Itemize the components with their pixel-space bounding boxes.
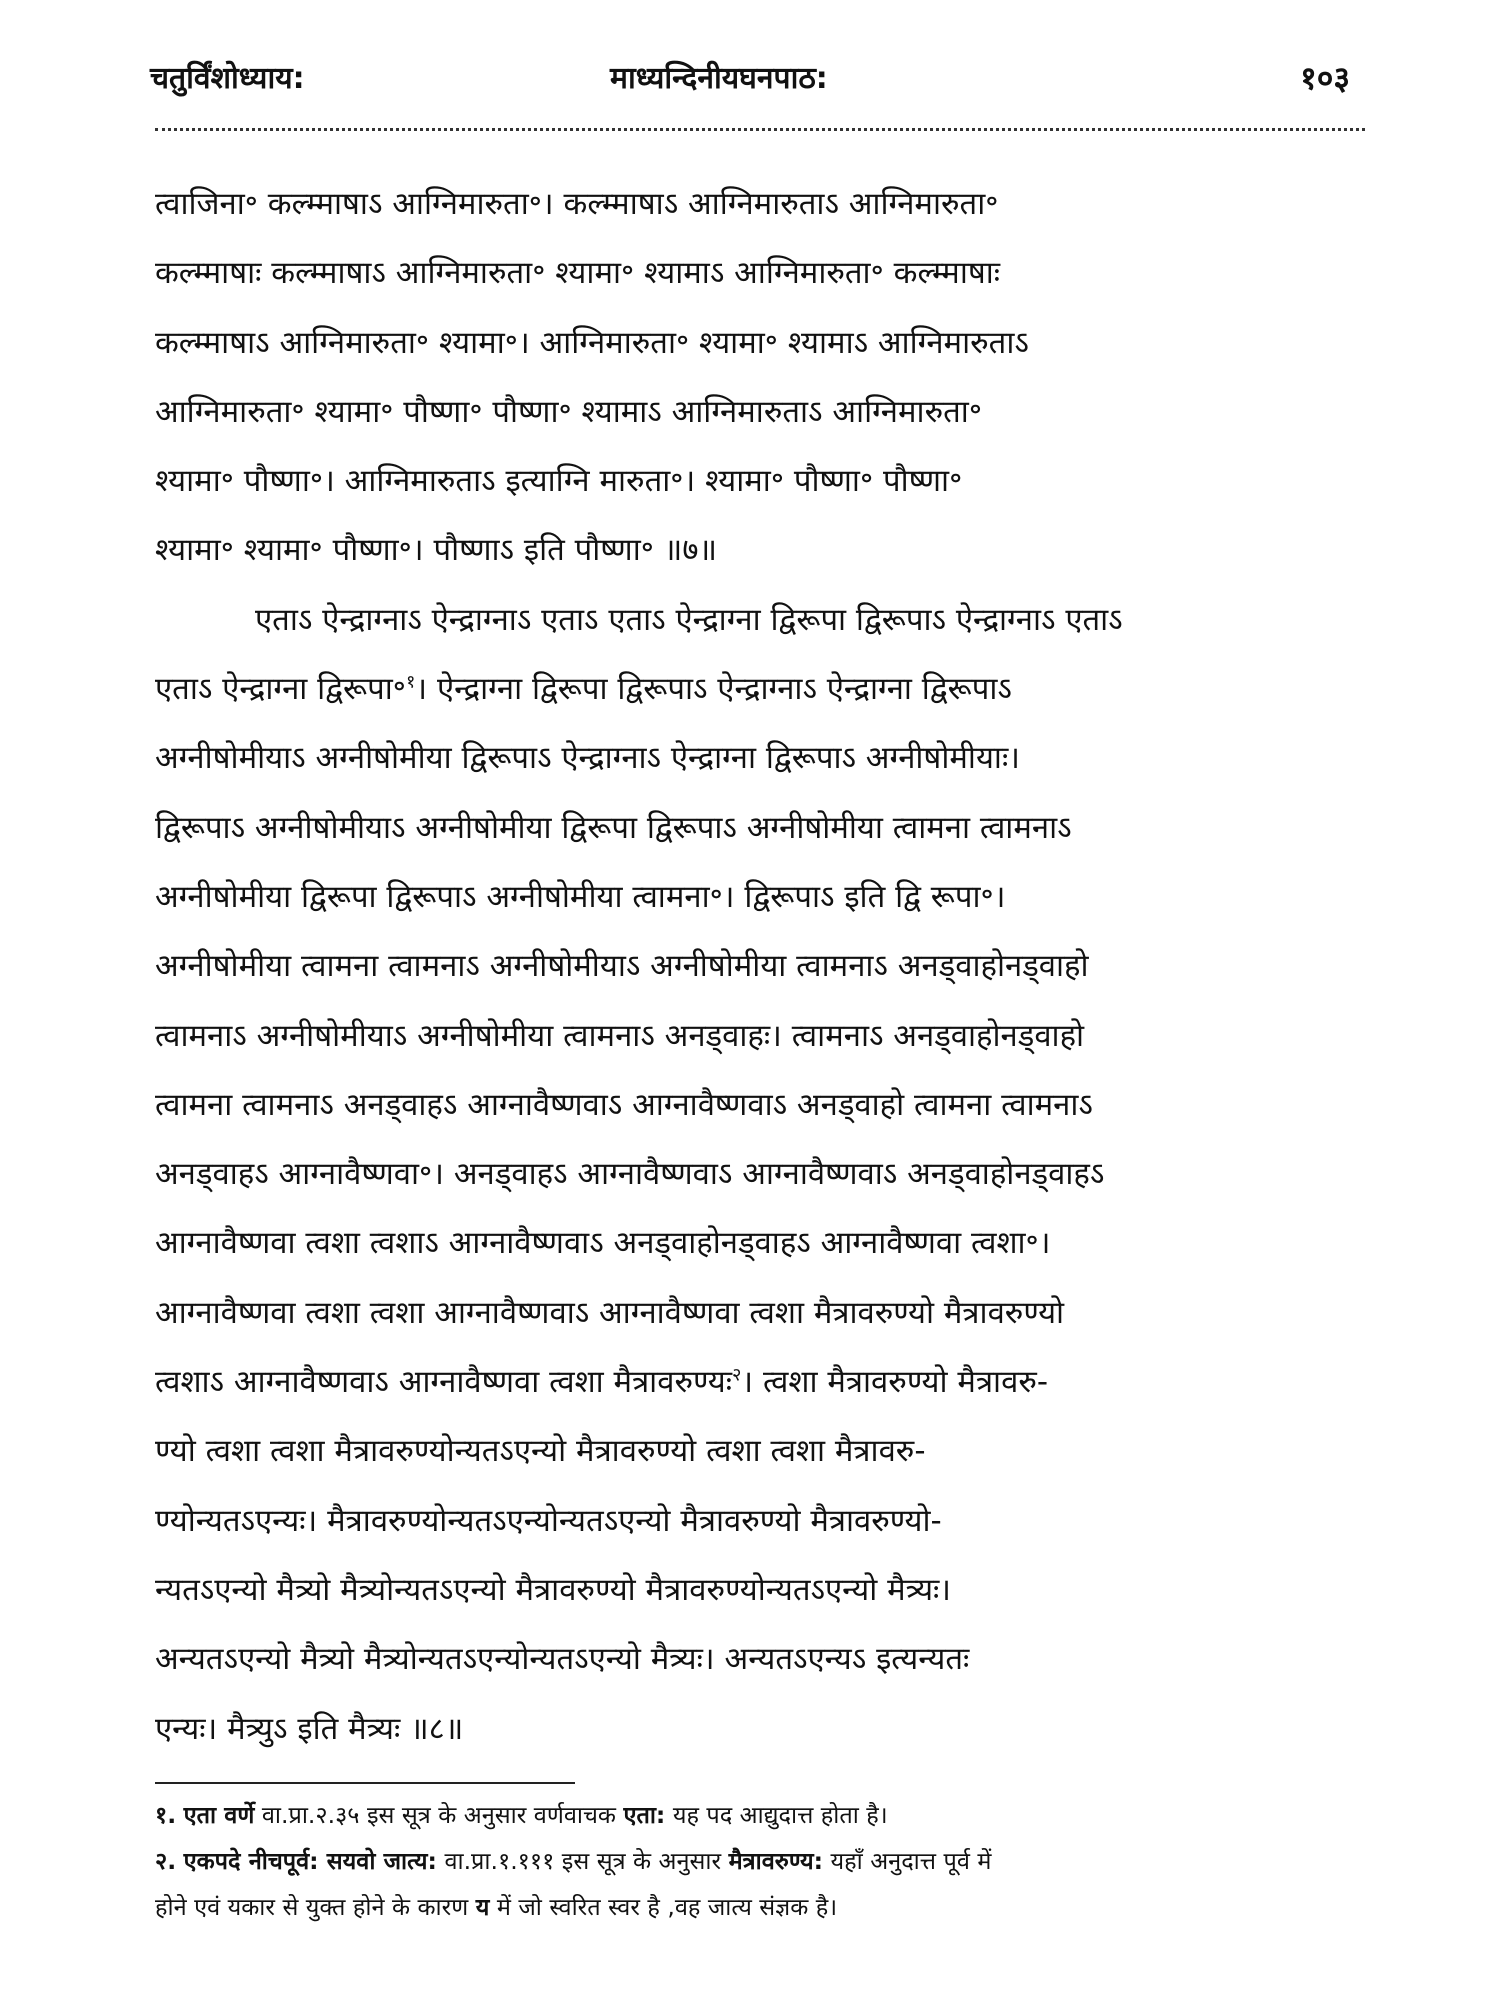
text-line: आग्नावैष्णवा त्वशा त्वशा आग्नावैष्णवाऽ आग्नावैष्णवा त्वशा मैत्रावरुण्यो मैत्रावरुण्यो [155,1294,1065,1331]
text-line: कल्म्माषाऽ आग्निमारुता॰ श्यामा॰। आग्निमारुता॰ श्यामा॰ श्यामाऽ आग्निमारुताऽ [155,324,1029,361]
text-line: ण्योन्यतऽएन्यः। मैत्रावरुण्योन्यतऽएन्योन्यतऽएन्यो मैत्रावरुण्यो मैत्रावरुण्यो- [155,1502,942,1539]
footnote-term: मैत्रावरुण्य: [728,1847,824,1875]
text-line: द्विरूपाऽ अग्नीषोमीयाऽ अग्नीषोमीया द्विरूपा द्विरूपाऽ अग्नीषोमीया त्वामना त्वामनाऽ [155,809,1072,846]
text-line: त्वाजिना॰ कल्म्माषाऽ आग्निमारुता॰। कल्म्माषाऽ आग्निमारुताऽ आग्निमारुता॰ [155,186,999,222]
page-number: १०३ [1300,59,1350,97]
text-line [155,655,1365,724]
footnote-number: २. [155,1847,177,1875]
footnote-text: वा.प्रा.१.१११ इस सूत्र के अनुसार [444,1847,722,1875]
footnote-text: वा.प्रा.२.३५ इस सूत्र के अनुसार वर्णवाचक [261,1801,616,1829]
text-line: श्यामा॰ पौष्णा॰। आग्निमारुताऽ इत्याग्नि मारुता॰। श्यामा॰ पौष्णा॰ पौष्णा॰ [155,463,963,500]
dotted-divider [155,128,1365,131]
text-line [155,1348,1365,1417]
book-title: माध्यन्दिनीयघनपाठ: [610,61,828,96]
page-header [150,56,1370,106]
footnote-mark: १ [405,671,416,693]
footnote-term: एता: [623,1801,666,1829]
text-segment: त्वशाऽ आग्नावैष्णवाऽ आग्नावैष्णवा त्वशा मैत्रावरुण्यः [155,1364,732,1401]
text-line-paragraph-start: एताऽ ऐन्द्राग्नाऽ ऐन्द्राग्नाऽ एताऽ एताऽ ऐन्द्राग्ना द्विरूपा द्विरूपाऽ ऐन्द्राग्नाऽ एताऽ [255,601,1123,638]
text-line: आग्निमारुता॰ श्यामा॰ पौष्णा॰ पौष्णा॰ श्यामाऽ आग्निमारुताऽ आग्निमारुता॰ [155,393,983,430]
footnote-sutra: एकपदे नीचपूर्व: सयवो जात्य: [183,1847,437,1875]
text-segment: । ऐन्द्राग्ना द्विरूपा द्विरूपाऽ ऐन्द्राग्नाऽ ऐन्द्राग्ना द्विरूपाऽ [415,671,1012,708]
text-line: श्यामा॰ श्यामा॰ पौष्णा॰। पौष्णाऽ इति पौष्णा॰ ॥७॥ [155,532,718,569]
footnote-text: में जो स्वरित स्वर है ,वह जात्य संज्ञक है। [496,1893,838,1921]
footnote-rule [155,1782,575,1784]
footnote-mark: २ [731,1364,742,1386]
footnote-1 [155,1792,1365,1838]
chapter-title: चतुर्विंशोध्याय: [150,61,305,96]
text-line: अनड्वाहऽ आग्नावैष्णवा॰। अनड्वाहऽ आग्नावैष्णवाऽ आग्नावैष्णवाऽ अनड्वाहोनड्वाहऽ [155,1156,1105,1193]
footnote-2-continuation [155,1884,1365,1930]
text-line: ण्यो त्वशा त्वशा मैत्रावरुण्योन्यतऽएन्यो मैत्रावरुण्यो त्वशा त्वशा मैत्रावरु- [155,1433,926,1470]
text-line: कल्म्माषाः कल्म्माषाऽ आग्निमारुता॰ श्यामा॰ श्यामाऽ आग्निमारुता॰ कल्म्माषाः [155,255,1001,292]
text-line: आग्नावैष्णवा त्वशा त्वशाऽ आग्नावैष्णवाऽ अनड्वाहोनड्वाहऽ आग्नावैष्णवा त्वशा॰। [155,1225,1051,1262]
main-text [155,170,1365,1764]
footnote-text: होने एवं यकार से युक्त होने के कारण [155,1893,469,1921]
footnote-text: यह पद आद्युदात्त होता है। [672,1801,888,1829]
footnote-sutra: एता वर्णे [183,1801,255,1829]
footnote-2 [155,1838,1365,1884]
text-line: अग्नीषोमीयाऽ अग्नीषोमीया द्विरूपाऽ ऐन्द्राग्नाऽ ऐन्द्राग्ना द्विरूपाऽ अग्नीषोमीयाः। [155,740,1020,777]
text-segment: । त्वशा मैत्रावरुण्यो मैत्रावरु- [741,1364,1049,1401]
footnotes [155,1792,1365,1930]
text-line: अग्नीषोमीया द्विरूपा द्विरूपाऽ अग्नीषोमीया त्वामना॰। द्विरूपाऽ इति द्वि रूपा॰। [155,878,1006,915]
text-line: अग्नीषोमीया त्वामना त्वामनाऽ अग्नीषोमीयाऽ अग्नीषोमीया त्वामनाऽ अनड्वाहोनड्वाहो [155,948,1089,985]
text-line: त्वामनाऽ अग्नीषोमीयाऽ अग्नीषोमीया त्वामनाऽ अनड्वाहः। त्वामनाऽ अनड्वाहोनड्वाहो [155,1017,1085,1054]
footnote-term: य [475,1893,490,1921]
text-line: अन्यतऽएन्यो मैत्र्यो मैत्र्योन्यतऽएन्योन्यतऽएन्यो मैत्र्यः। अन्यतऽएन्यऽ इत्यन्यतः [155,1641,970,1678]
text-segment: एताऽ ऐन्द्राग्ना द्विरूपा॰ [155,671,406,708]
text-line: त्वामना त्वामनाऽ अनड्वाहऽ आग्नावैष्णवाऽ आग्नावैष्णवाऽ अनड्वाहो त्वामना त्वामनाऽ [155,1086,1093,1123]
text-line: एन्यः। मैत्र्युऽ इति मैत्र्यः ॥८॥ [155,1710,464,1747]
footnote-number: १. [155,1801,177,1829]
footnote-text: यहाँ अनुदात्त पूर्व में [830,1847,992,1875]
text-line: न्यतऽएन्यो मैत्र्यो मैत्र्योन्यतऽएन्यो मैत्रावरुण्यो मैत्रावरुण्योन्यतऽएन्यो मैत्र्यः। [155,1571,952,1608]
